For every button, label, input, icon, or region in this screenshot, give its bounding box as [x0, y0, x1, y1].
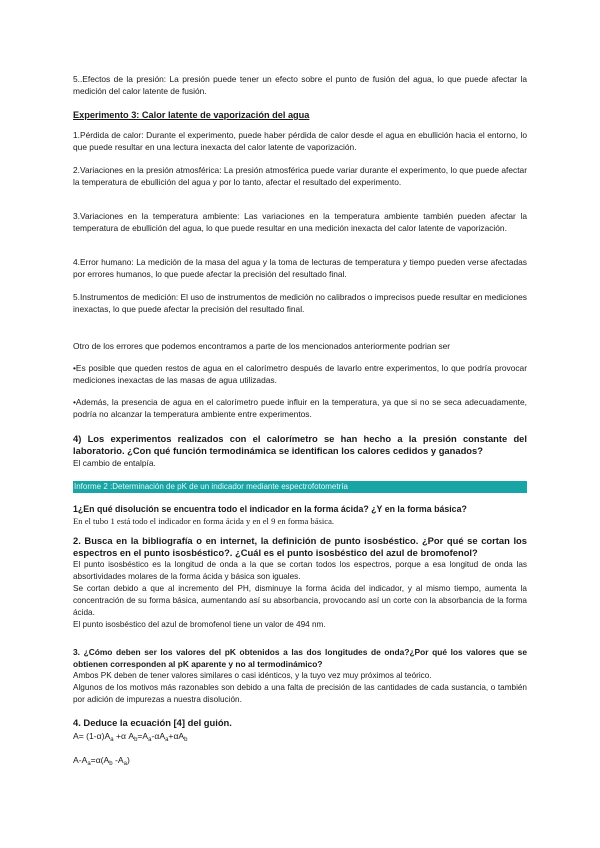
subscript: a	[123, 761, 127, 767]
exp3-item-1: 1.Pérdida de calor: Durante el experimento, puede haber pérdida de calor desde el agua en ebullición hacia el entorno, lo que puede resultar en una lectura inexacta del calor latente de vaporización.	[73, 130, 527, 152]
informe2-a3-reasons: Algunos de los motivos más razonables son debido a una falta de precisión de las cantidades de cada sustancia, o también por adición de impurezas a nuestra disolución.	[73, 683, 527, 704]
exp3-item-3: 3.Variaciones en la temperatura ambiente: Las variaciones en la temperatura ambiente también pueden afectar la temperatura de ebullición del agua, lo que puede resultar en una medición inexacta del calor latente de vaporización.	[73, 211, 527, 233]
informe2-q2: 2. Busca en la bibliografía o en internet, la definición de punto isosbéstico. ¿Por qué se cortan los espectros en el punto isosbéstico?. ¿Cuál es el punto isosbéstico del azul de bromofenol?	[73, 535, 527, 558]
subscript: b	[134, 737, 138, 743]
informe2-q3: 3. ¿Cómo deben ser los valores del pK obtenidos a las dos longitudes de onda?¿Por qué los valores que se obtienen corresponden al pK aparente y no al termodinámico?	[73, 647, 527, 669]
informe2-q4: 4. Deduce la ecuación [4] del guión.	[73, 717, 232, 728]
calorimeter-answer: El cambio de entalpía.	[73, 458, 156, 468]
subscript: a	[148, 737, 152, 743]
exp3-item-5: 5.Instrumentos de medición: El uso de instrumentos de medición no calibrados o imprecisos puede resultar en mediciones inexactas, lo que puede afectar la precisión del resultado final.	[73, 292, 527, 314]
pressure-effect-paragraph: 5..Efectos de la presión: La presión puede tener un efecto sobre el punto de fusión del agua, lo que puede afectar la medición del calor latente de fusión.	[73, 74, 527, 96]
subscript: a	[165, 737, 169, 743]
exp3-item-4: 4.Error humano: La medición de la masa del agua y la toma de lecturas de temperatura y tiempo pueden verse afectadas por errores humanos, lo que puede afectar la precisión del resultado final.	[73, 257, 527, 279]
informe2-a2-value: El punto isosbéstico del azul de bromofenol tiene un valor de 494 nm.	[73, 620, 326, 629]
informe2-a2-reason: Se cortan debido a que al incremento del PH, disminuye la forma ácida del indicador, y al mismo tiempo, aumenta la concentración de su forma básica, aumentando así su absorbancia, provocando así un corte con la absorbancia de la forma ácida.	[73, 584, 527, 617]
informe2-a2-definition: El punto isosbéstico es la longitud de onda a la que se cortan todos los espectros, porque a esa longitud de onda las absortividades molares de la forma ácida y básica son iguales.	[73, 560, 527, 581]
exp3-item-2: 2.Variaciones en la presión atmosférica: La presión atmosférica puede variar durante el experimento, lo que puede afectar la temperatura de ebullición del agua y por lo tanto, afectar el resultado del experimento.	[73, 165, 527, 187]
subscript: a	[87, 761, 91, 767]
informe2-a1: En el tubo 1 está todo el indicador en forma ácida y en el 9 en forma básica.	[73, 516, 335, 526]
calorimeter-question: 4) Los experimentos realizados con el calorímetro se han hecho a la presión constante del laboratorio. ¿Con qué función termodinámica se identifican los calores cedidos y ganados?	[73, 433, 527, 456]
other-errors-bullet-1: •Es posible que queden restos de agua en el calorímetro después de lavarlo entre experimentos, lo que podría provocar mediciones inexactas de las masas de agua utilizadas.	[73, 363, 527, 385]
informe2-q1: 1¿En qué disolución se encuentra todo el indicador en la forma ácida? ¿Y en la forma básica?	[73, 504, 467, 514]
subscript: b	[109, 761, 113, 767]
subscript: b	[184, 737, 188, 743]
subscript: a	[110, 737, 114, 743]
experiment3-heading: Experimento 3: Calor latente de vaporización del agua	[73, 110, 310, 120]
equation-1: $A= (1-\alpha)A_a +\alpha$ $A_b=A_a-\alpha A_a+\alpha A_b$	[73, 731, 188, 743]
other-errors-bullet-2: •Además, la presencia de agua en el calorímetro puede influir en la temperatura, ya que si no se seca adecuadamente, podría no alcanzar la temperatura ambiente entre experimentos.	[73, 397, 527, 419]
informe2-a3-similar: Ambos PK deben de tener valores similares o casi idénticos, y la tuyo vez muy próximos al teórico.	[73, 671, 432, 680]
informe2-title-bar: Informe 2 :Determinación de pK de un indicador mediante espectrofotometría	[73, 481, 527, 493]
other-errors-intro: Otro de los errores que podemos encontramos a parte de los mencionados anteriormente podrian ser	[73, 341, 451, 351]
equation-2: $A-A_a=\alpha(A_b$ $-A_a$)	[73, 755, 130, 767]
